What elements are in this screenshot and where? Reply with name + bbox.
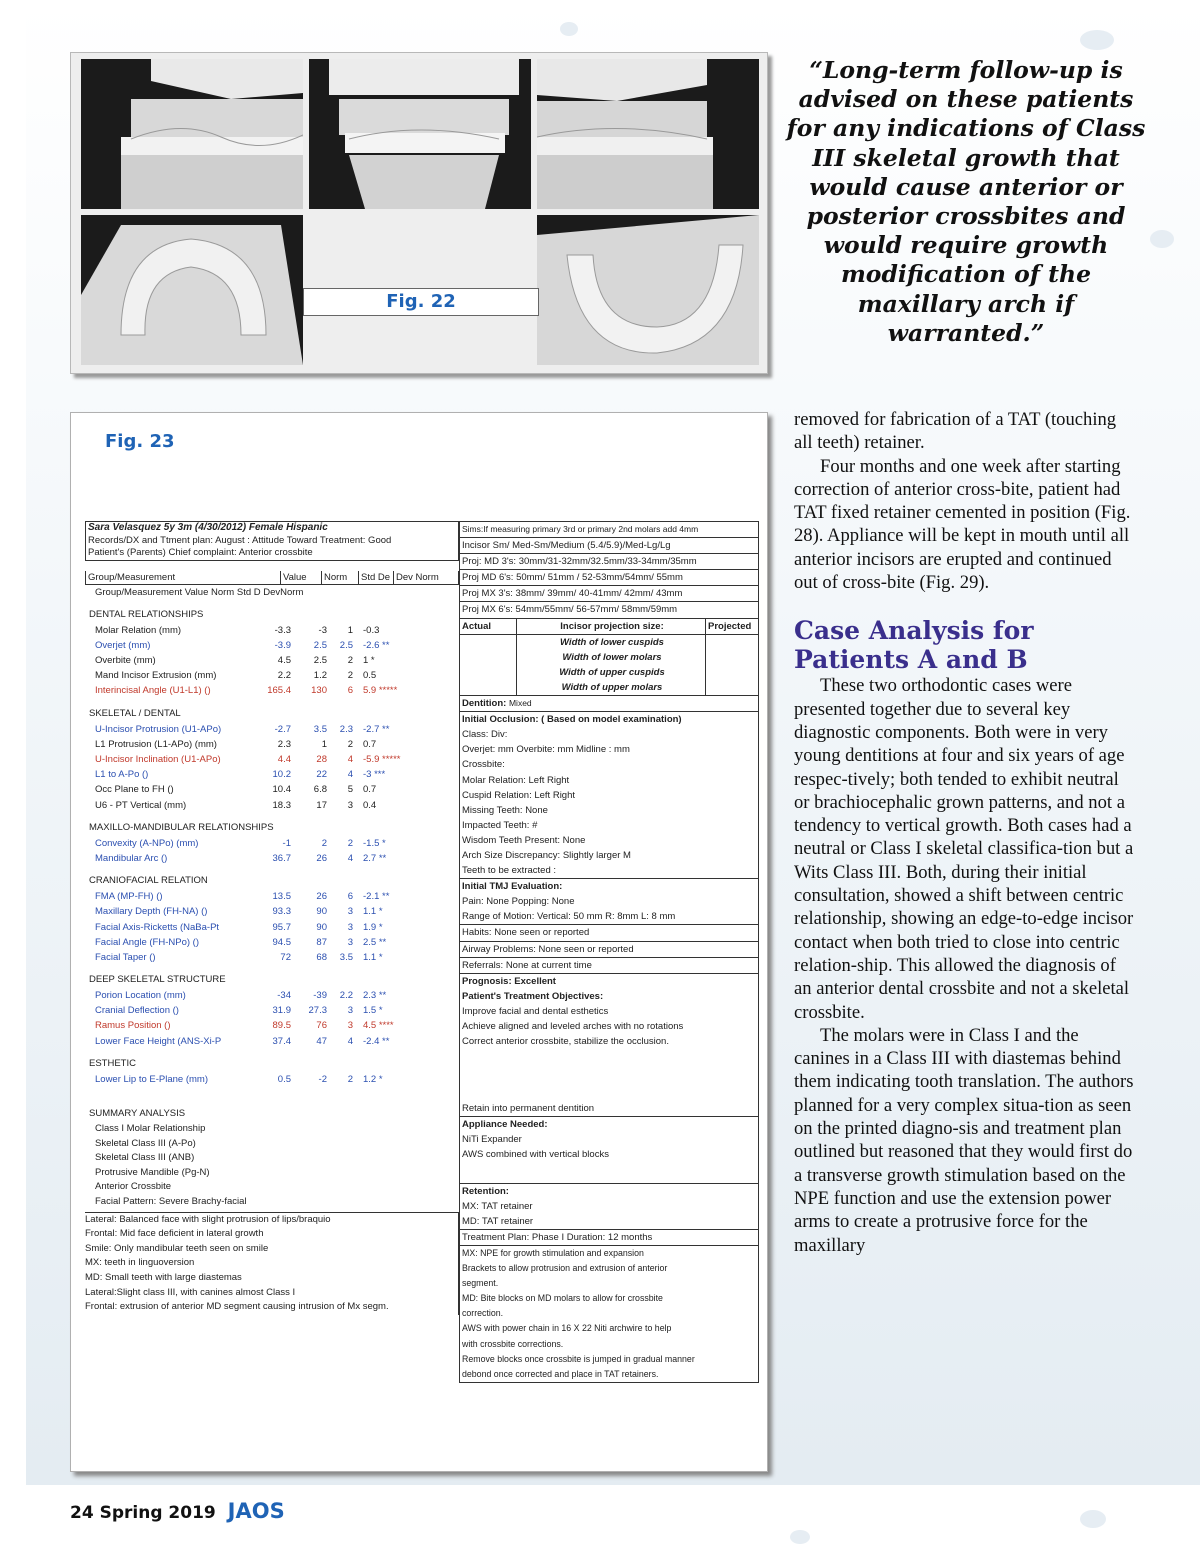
measurement-norm: 2 — [321, 837, 327, 849]
measurement-dev: 2.5 ** — [363, 936, 387, 948]
photo-maxillary-occlusal — [81, 215, 303, 365]
measurement-value: -2.7 — [274, 723, 291, 735]
proj-md3-line: Proj: MD 3's: 30mm/31-32mm/32.5mm/33-34mm/35mm — [460, 554, 758, 570]
col-std: Std De — [359, 571, 394, 584]
plan-line: correction. — [462, 1308, 504, 1319]
photo-mandibular-occlusal — [537, 215, 759, 365]
measurement-value: 0.5 — [277, 1073, 291, 1085]
measurement-norm: 26 — [316, 852, 327, 864]
measurement-dev: 0.7 — [363, 784, 377, 796]
measurement-dev: 2.3 ** — [363, 990, 387, 1002]
measurement-norm: 68 — [316, 951, 327, 963]
maxillary-arch-image — [81, 215, 303, 365]
measurement-value: 2.2 — [277, 670, 291, 682]
plan-line: Remove blocks once crossbite is jumped in gradual manner — [462, 1353, 695, 1364]
measurement-row — [85, 737, 459, 752]
measurement-row — [85, 889, 459, 904]
patient-title: Sara Velasquez 5y 3m (4/30/2012) Female Hispanic — [88, 522, 328, 533]
journal-name: JAOS — [227, 1499, 285, 1523]
exam-line: MD: Small teeth with large diastemas — [85, 1271, 242, 1283]
plan-line: segment. — [462, 1278, 499, 1289]
measurement-row — [85, 836, 459, 851]
measurement-value: 36.7 — [272, 852, 291, 864]
occlusion-line: Crossbite: — [462, 759, 505, 771]
dentition-line — [460, 696, 758, 712]
tmj-title: Initial TMJ Evaluation: — [460, 878, 758, 894]
cephalometric-panel — [85, 521, 459, 1315]
section-title: DENTAL RELATIONSHIPS — [89, 608, 204, 620]
measurement-name: Occ Plane to FH () — [95, 784, 174, 796]
plan-line: debond once corrected and place in TAT retainers. — [462, 1368, 659, 1379]
measurement-value: 4.4 — [277, 754, 291, 765]
measurement-row — [85, 1072, 459, 1087]
section-heading: Case Analysis for Patients A and B — [794, 616, 1034, 675]
measurement-norm: -3 — [318, 624, 327, 636]
appliance-item: AWS combined with vertical blocks — [462, 1149, 609, 1161]
measurement-norm: 76 — [316, 1020, 327, 1032]
measurement-row — [85, 1018, 459, 1033]
occlusion-line: Molar Relation: Left Right — [462, 774, 570, 786]
measurement-dev: 0.5 — [363, 670, 377, 682]
measurement-std: 2 — [347, 670, 353, 682]
measurement-name: U-Incisor Protrusion (U1-APo) — [95, 723, 222, 735]
measurement-row — [85, 668, 459, 683]
measurement-name: Overbite (mm) — [95, 655, 156, 667]
measurement-name: U-Incisor Inclination (U1-APo) — [95, 754, 221, 765]
summary-list — [85, 1122, 459, 1210]
measurement-dev: 4.5 **** — [363, 1020, 394, 1032]
measurement-std: 2 — [347, 655, 353, 667]
measurement-row — [85, 935, 459, 950]
measurement-row — [85, 950, 459, 965]
occlusion-line: Wisdom Teeth Present: None — [462, 834, 586, 846]
actual-col — [460, 619, 517, 695]
measurement-norm: 87 — [316, 936, 327, 948]
measurement-name: L1 Protrusion (L1-APo) (mm) — [95, 738, 217, 750]
measurement-row — [85, 653, 459, 668]
habits-line: Habits: None seen or reported — [460, 925, 758, 941]
measurement-name: Interincisal Angle (U1-L1) () — [95, 685, 211, 697]
sims-box — [459, 521, 759, 696]
measurement-std: 6 — [347, 685, 353, 697]
occlusion-line: Cuspid Relation: Left Right — [462, 789, 576, 801]
projected-col — [706, 619, 758, 695]
measurement-dev: -0.3 — [363, 624, 380, 636]
measurement-value: -3.9 — [274, 639, 291, 651]
occlusion-line: Class: Div: — [462, 729, 508, 741]
objective-item: Achieve aligned and leveled arches with no rotations — [462, 1021, 684, 1032]
exam-line: Lateral:Slight class III, with canines almost Class I — [85, 1286, 296, 1298]
measurement-dev: 1.1 * — [363, 906, 383, 918]
measurement-norm: 3.5 — [313, 723, 327, 735]
measurement-row — [85, 767, 459, 782]
body-paragraph: These two orthodontic cases were presented together due to several key diagnostic components. Both were in very young dentitions at four and six years of age respec-tively; both tended to exhibit neutral or brachiocephalic grown patterns, and not a tendency to vertical growth. Both cases had a neutral or Class I skeletal classifica-tion but a Wits Class III. Both, during their initial consultation, showed a shift between centric relationship, showing an edge-to-edge incisor contact when both tried to close into centric relation-ship. This allowed the diagnosis of an anterior dental crossbite and not a skeletal crossbite. — [794, 675, 1134, 1023]
measurement-row — [85, 683, 459, 698]
body-paragraph: The molars were in Class I and the canines in a Class III with diastemas behind them indicating tooth translation. The authors planned for a very complex situa-tion as seen on the printed diagno-sis and treatment plan outlined but reasoned that they would first do a transverse growth stimulation based on the NPE function and use the extension power arms to create a protrusive force for the maxillary — [794, 1024, 1134, 1256]
treatment-plan-line: Treatment Plan: Phase I Duration: 12 months — [460, 1230, 758, 1246]
sims-line: Sims:If measuring primary 3rd or primary 2nd molars add 4mm — [460, 522, 758, 538]
measurement-dev: 1.1 * — [363, 951, 383, 963]
proj-mx6-line: Proj MX 6's: 54mm/55mm/ 56-57mm/ 58mm/59mm — [460, 602, 758, 618]
issue-label: Spring 2019 — [99, 1503, 216, 1523]
measurement-std: 2 — [347, 738, 353, 750]
plan-line: MD: Bite blocks on MD molars to allow for crossbite — [462, 1293, 663, 1304]
measurement-name: Facial Taper () — [95, 951, 156, 963]
measurement-name: Porion Location (mm) — [95, 990, 186, 1002]
prognosis-line: Prognosis: Excellent — [462, 975, 556, 987]
measurement-norm: -39 — [313, 990, 327, 1002]
dentition-value: Mixed — [508, 698, 532, 709]
exam-line: MX: teeth in linguoversion — [85, 1257, 195, 1269]
exam-line: Lateral: Balanced face with slight protrusion of lips/braquio — [85, 1213, 331, 1225]
measurement-norm: 130 — [311, 685, 327, 697]
section-title: SKELETAL / DENTAL — [89, 707, 181, 719]
measurement-norm: 47 — [316, 1035, 327, 1047]
width-item: Width of lower cuspids — [560, 636, 664, 648]
measurement-value: 95.7 — [272, 921, 291, 933]
column-header — [85, 571, 459, 585]
measurement-norm: -2 — [318, 1073, 327, 1085]
decor-dot — [790, 1530, 810, 1544]
page-number: 24 — [70, 1503, 94, 1523]
measurement-std: 4 — [347, 769, 353, 781]
measurement-dev: 0.7 — [363, 738, 377, 750]
airway-line: Airway Problems: None seen or reported — [460, 942, 758, 958]
measurement-dev: -3 *** — [363, 769, 386, 781]
plan-line: AWS with power chain in 16 X 22 Niti archwire to help — [462, 1323, 672, 1334]
occlusion-line: Teeth to be extracted : — [462, 865, 557, 877]
treatment-panel — [459, 521, 759, 1383]
measurement-dev: -2.6 ** — [363, 639, 390, 651]
summary-item: Protrusive Mandible (Pg-N) — [95, 1166, 210, 1178]
appliance-title: Appliance Needed: — [462, 1119, 548, 1131]
summary-item: Class I Molar Relationship — [95, 1123, 206, 1134]
summary-item: Skeletal Class III (A-Po) — [95, 1137, 196, 1149]
figure-23-label: Fig. 23 — [105, 431, 175, 452]
tmj-line: Range of Motion: Vertical: 50 mm R: 8mm L: 8 mm — [460, 909, 758, 925]
measurement-std: 2.3 — [339, 723, 353, 735]
measurement-std: 2.2 — [339, 990, 353, 1002]
photo-frontal-left — [81, 59, 303, 209]
measurement-sections — [85, 606, 459, 1087]
initial-occlusion-title: Initial Occlusion: ( Based on model examination) — [462, 714, 682, 726]
plan-lines — [460, 1246, 758, 1382]
summary-title: SUMMARY ANALYSIS — [89, 1108, 186, 1119]
measurement-norm: 22 — [316, 769, 327, 781]
measurement-norm: 17 — [316, 799, 327, 811]
measurement-std: 2.5 — [339, 639, 353, 651]
section-title: MAXILLO-MANDIBULAR RELATIONSHIPS — [89, 821, 274, 833]
measurement-dev: 1.5 * — [363, 1005, 383, 1017]
dental-cast-left-image — [81, 59, 303, 209]
measurement-value: 13.5 — [272, 891, 291, 903]
measurement-norm: 27.3 — [308, 1005, 327, 1017]
plan-line: Brackets to allow protrusion and extrusion of anterior — [462, 1263, 668, 1274]
measurement-value: 10.2 — [272, 769, 291, 781]
measurement-name: Convexity (A-NPo) (mm) — [95, 837, 199, 849]
measurement-value: 94.5 — [272, 936, 291, 948]
measurement-dev: -2.7 ** — [363, 723, 390, 735]
pull-quote: “Long-term follow-up is advised on these patients for any indications of Class III skeletal growth that would cause anterior or posterior crossbites and would require growth modification of the maxillary arch if warranted.” — [786, 56, 1146, 347]
measurement-value: -34 — [277, 990, 291, 1002]
measurement-value: 10.4 — [272, 784, 291, 796]
dental-cast-center-image — [309, 59, 531, 209]
complaint-line: Patient's (Parents) Chief complaint: Anterior crossbite — [88, 547, 313, 558]
measurement-value: 89.5 — [272, 1020, 291, 1032]
measurement-norm: 26 — [316, 891, 327, 903]
measurement-norm: 2.5 — [313, 639, 327, 651]
subheader-row: Group/Measurement Value Norm Std D DevNorm — [95, 586, 304, 598]
measurement-std: 3 — [347, 1020, 353, 1032]
figure-22 — [70, 52, 768, 374]
summary-item: Skeletal Class III (ANB) — [95, 1152, 195, 1164]
measurement-std: 2 — [347, 1073, 353, 1085]
measurement-std: 3 — [347, 936, 353, 948]
measurement-std: 4 — [347, 754, 353, 765]
measurement-dev: -5.9 ***** — [363, 754, 401, 765]
mandibular-arch-image — [537, 215, 759, 365]
occlusion-line: Arch Size Discrepancy: Slightly larger M — [462, 849, 631, 861]
measurement-std: 6 — [347, 891, 353, 903]
decor-dot — [1080, 1510, 1106, 1528]
measurement-value: 93.3 — [272, 906, 291, 918]
measurement-name: L1 to A-Po () — [95, 769, 149, 781]
measurement-std: 3 — [347, 799, 353, 811]
measurement-value: -1 — [282, 837, 291, 849]
body-paragraph: Four months and one week after starting correction of anterior cross-bite, patient had TAT fixed retainer cemented in position (Fig. 28). Appliance will be kept in mouth until all anterior incisors are erupted and continued out of cross-bite (Fig. 29). — [794, 455, 1131, 594]
article-column — [794, 408, 1134, 1257]
col-dev: Dev Norm — [396, 571, 439, 583]
measurement-norm: 1.2 — [313, 670, 327, 682]
retention-title: Retention: — [460, 1183, 758, 1199]
tmj-line: Pain: None Popping: None — [462, 896, 575, 908]
section-title: DEEP SKELETAL STRUCTURE — [89, 974, 226, 986]
referrals-line: Referrals: None at current time — [460, 958, 758, 974]
measurement-value: 31.9 — [272, 1005, 291, 1017]
occlusion-line: Impacted Teeth: # — [462, 819, 538, 831]
clinical-exam-box — [85, 1212, 459, 1315]
incisor-projection-label: Incisor projection size: — [517, 619, 705, 635]
exam-line: Frontal: extrusion of anterior MD segment causing intrusion of Mx segm. — [85, 1301, 389, 1313]
decor-dot — [1080, 30, 1114, 50]
measurement-name: FMA (MP-FH) () — [95, 891, 163, 903]
figure-23 — [70, 412, 768, 1472]
measurement-norm: 6.8 — [313, 784, 327, 796]
measurement-row — [85, 904, 459, 919]
measurement-dev: 1.9 * — [363, 921, 383, 933]
projected-label: Projected — [706, 619, 758, 635]
photo-frontal-right — [537, 59, 759, 209]
patient-header — [85, 521, 459, 561]
retain-line: Retain into permanent dentition — [460, 1101, 758, 1117]
col-group: Group/Measurement — [86, 571, 281, 584]
measurement-dev: 1 * — [363, 655, 375, 667]
section-title: ESTHETIC — [89, 1057, 136, 1069]
measurement-dev: -2.1 ** — [363, 891, 390, 903]
body-paragraph: removed for fabrication of a TAT (touching all teeth) retainer. — [794, 409, 1117, 454]
measurement-name: U6 - PT Vertical (mm) — [95, 799, 187, 811]
measurement-name: Lower Lip to E-Plane (mm) — [95, 1073, 208, 1085]
measurement-name: Ramus Position () — [95, 1020, 171, 1032]
dentition-label: Dentition: — [462, 698, 507, 710]
incisor-projection-col — [517, 619, 706, 695]
measurement-std: 3.5 — [339, 951, 353, 963]
measurement-name: Overjet (mm) — [95, 639, 151, 651]
measurement-row — [85, 1034, 459, 1049]
measurement-dev: 2.7 ** — [363, 852, 387, 864]
measurement-value: 2.3 — [277, 738, 291, 750]
measurement-value: 4.5 — [277, 655, 291, 667]
col-norm: Norm — [322, 571, 359, 584]
measurement-row — [85, 782, 459, 797]
measurement-std: 1 — [347, 624, 353, 636]
measurement-dev: -2.4 ** — [363, 1035, 390, 1047]
occlusion-line: Missing Teeth: None — [462, 804, 548, 816]
photo-frontal-center — [309, 59, 531, 209]
measurement-value: 72 — [280, 951, 291, 963]
measurement-value: -3.3 — [274, 624, 291, 636]
measurement-value: 165.4 — [267, 685, 291, 697]
blank-space — [460, 1163, 758, 1183]
measurement-row — [85, 623, 459, 638]
summary-item: Facial Pattern: Severe Brachy-facial — [95, 1195, 247, 1207]
measurement-name: Lower Face Height (ANS-Xi-P — [95, 1035, 222, 1047]
width-item: Width of lower molars — [562, 651, 662, 663]
measurement-name: Molar Relation (mm) — [95, 624, 182, 636]
measurement-row — [85, 851, 459, 866]
measurement-row — [85, 638, 459, 653]
measurement-value: 37.4 — [272, 1035, 291, 1047]
objective-item: Correct anterior crossbite, stabilize the occlusion. — [462, 1036, 669, 1048]
measurement-name: Mandibular Arc () — [95, 852, 168, 864]
measurement-std: 3 — [347, 906, 353, 918]
exam-line: Frontal: Mid face deficient in lateral growth — [85, 1228, 264, 1240]
measurement-norm: 2.5 — [313, 655, 327, 667]
plan-line: MX: NPE for growth stimulation and expansion — [462, 1247, 644, 1258]
measurement-row — [85, 988, 459, 1003]
measurement-std: 3 — [347, 1005, 353, 1017]
width-item: Width of upper cuspids — [559, 666, 665, 678]
appliance-item: NiTi Expander — [462, 1134, 522, 1146]
incisor-line: Incisor Sm/ Med-Sm/Medium (5.4/5.9)/Med-Lg/Lg — [460, 538, 758, 554]
col-value: Value — [281, 571, 322, 584]
measurement-norm: 1 — [321, 738, 327, 750]
exam-line: Smile: Only mandibular teeth seen on smile — [85, 1242, 269, 1254]
diagnosis-chart — [85, 521, 759, 1379]
proj-mx3-line: Proj MX 3's: 38mm/ 39mm/ 40-41mm/ 42mm/ 43mm — [460, 586, 758, 602]
occlusion-box — [459, 696, 759, 1383]
measurement-row — [85, 920, 459, 935]
plan-line: with crossbite corrections. — [462, 1338, 564, 1349]
measurement-row — [85, 722, 459, 737]
measurement-name: Maxillary Depth (FH-NA) () — [95, 906, 208, 918]
retention-item: MX: TAT retainer — [462, 1200, 533, 1212]
measurement-name: Cranial Deflection () — [95, 1005, 179, 1017]
measurement-norm: 90 — [316, 921, 327, 933]
measurement-dev: 1.2 * — [363, 1073, 383, 1085]
measurement-name: Mand Incisor Extrusion (mm) — [95, 670, 217, 682]
measurement-std: 5 — [347, 784, 353, 796]
proj-md6-line: Proj MD 6's: 50mm/ 51mm / 52-53mm/54mm/ 55mm — [460, 570, 758, 586]
measurement-dev: 0.4 — [363, 799, 377, 811]
measurement-std: 4 — [347, 1035, 353, 1047]
summary-item: Anterior Crossbite — [95, 1181, 172, 1193]
measurement-value: 18.3 — [272, 799, 291, 811]
occlusion-lines — [460, 727, 758, 878]
measurement-row — [85, 1003, 459, 1018]
objectives-title: Patient's Treatment Objectives: — [462, 990, 604, 1002]
dental-cast-right-image — [537, 59, 759, 209]
measurement-norm: 28 — [316, 754, 327, 765]
decor-dot — [1150, 230, 1174, 248]
objective-item: Improve facial and dental esthetics — [462, 1005, 609, 1017]
actual-label: Actual — [460, 619, 516, 635]
measurement-row — [85, 752, 459, 767]
width-item: Width of upper molars — [561, 681, 663, 693]
measurement-row — [85, 798, 459, 813]
records-line: Records/DX and Ttment plan: August : Attitude Toward Treatment: Good — [88, 534, 392, 546]
measurement-dev: -1.5 * — [363, 837, 386, 849]
measurement-name: Facial Angle (FH-NPo) () — [95, 936, 199, 948]
figure-22-caption: Fig. 22 — [303, 288, 539, 316]
measurement-std: 2 — [347, 837, 353, 849]
projection-table — [460, 619, 758, 695]
occlusion-line: Overjet: mm Overbite: mm Midline : mm — [462, 744, 630, 756]
measurement-std: 3 — [347, 921, 353, 933]
section-title: CRANIOFACIAL RELATION — [89, 875, 208, 887]
blank-space — [460, 1049, 758, 1101]
measurement-dev: 5.9 ***** — [363, 685, 398, 697]
decor-dot — [560, 22, 578, 36]
measurement-std: 4 — [347, 852, 353, 864]
measurement-norm: 90 — [316, 906, 327, 918]
page-footer — [70, 1499, 285, 1523]
measurement-name: Facial Axis-Ricketts (NaBa-Pt — [95, 921, 220, 933]
retention-item: MD: TAT retainer — [460, 1214, 758, 1230]
